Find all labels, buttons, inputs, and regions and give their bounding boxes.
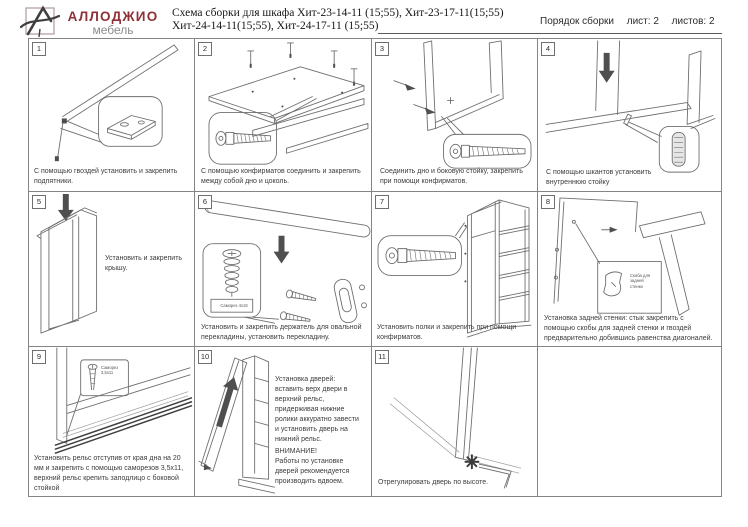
step-caption: Установить полки и закрепить при помощи конфирматов.	[377, 324, 517, 342]
confirmat-screw-icon	[450, 144, 525, 158]
door-edge	[455, 348, 477, 460]
bottom-panel	[436, 95, 504, 129]
step-caption: Установить и закрепить крышу.	[105, 255, 183, 272]
arrow-down-icon	[274, 236, 290, 264]
step-number: 3	[375, 42, 389, 56]
step-panel-1	[29, 39, 195, 192]
nail-icon	[55, 156, 59, 161]
step-number: 8	[541, 195, 555, 209]
part-label: Скоба для задней стенки	[630, 273, 651, 289]
step-panel-4	[538, 39, 721, 192]
step-number: 5	[32, 195, 46, 209]
step-caption: Установить и закрепить держатель для овальной перекладины, установить перекладину.	[201, 324, 362, 342]
part-label: Саморез 4х16	[220, 303, 248, 308]
header-divider	[378, 33, 722, 34]
step-number: 4	[541, 42, 555, 56]
hammer-icon	[639, 212, 705, 315]
step-number: 11	[375, 350, 389, 364]
arrow-right-icon	[204, 464, 212, 470]
bottom-panel	[546, 103, 691, 133]
step-caption: Соединить дно и боковую стойку, закрепить при помощи конфирматов.	[380, 168, 523, 186]
step-panel-6	[195, 192, 372, 347]
step-caption: Отрегулировать дверь по высоте.	[378, 479, 489, 487]
step-caption: Установить рельс отступив от края дна на 20 мм и закрепить с помощью саморезов 3,5х11, верхний рельс крепить заподлицо с боковой стойкой	[34, 455, 184, 493]
arrow-down-icon	[599, 53, 615, 83]
plinth-panel	[253, 99, 364, 137]
foot-plate-icon	[108, 115, 156, 139]
empty-panel	[538, 347, 721, 496]
step-warning-title: ВНИМАНИЕ!	[275, 448, 317, 455]
euro-screw-icon	[223, 250, 241, 297]
step-warning-text: Работы по установке дверей рекомендуется производить вдвоем.	[275, 458, 350, 485]
brand-logo-icon	[19, 5, 61, 39]
part-label: Саморез 3,5х11	[101, 365, 119, 376]
nail-icon	[62, 118, 67, 123]
side-panel	[687, 51, 715, 128]
step-caption: С помощью гвоздей установить и закрепить подпятники.	[34, 168, 178, 186]
back-wall-bracket-icon	[604, 272, 622, 296]
order-label: Порядок сборки	[540, 16, 614, 27]
step-number: 9	[32, 350, 46, 364]
screw-icon	[88, 364, 97, 389]
adjustment-screw-icon	[465, 455, 478, 468]
step-panel-9	[29, 347, 195, 496]
step-caption: С помощью шкантов установить внутреннюю стойку	[546, 169, 652, 187]
side-panel	[489, 41, 503, 99]
dowel-icon	[672, 132, 685, 166]
callout-bubble	[378, 236, 461, 276]
rail-holder-icon	[333, 278, 359, 324]
step-panel-11	[372, 347, 538, 496]
wardrobe-carcass	[464, 200, 531, 337]
confirmat-screw-icon	[386, 248, 456, 264]
sheet-title-line2: Хит-24-14-11(15;55), Хит-24-17-11 (15;55)	[172, 20, 379, 32]
step-caption: Установка дверей: вставить верх двери в верхний рельс, придерживая нижние ролики аккуратно завести и установить дверь на нижний рельс.	[275, 376, 359, 443]
sheet-title-line1: Схема сборки для шкафа Хит-23-14-11 (15;55), Хит-23-17-11(15;55)	[172, 7, 504, 19]
step-number: 10	[198, 350, 212, 364]
bottom-rail	[390, 398, 460, 458]
nail-icon	[248, 43, 357, 86]
screw-icon	[286, 289, 317, 303]
step-number: 1	[32, 42, 46, 56]
step-panel-3	[372, 39, 538, 192]
diagram-step-11	[372, 347, 537, 496]
step-caption: Установка задней стенки: стык закрепить с помощью скобы для задней стенки и гвоздей предварительно добившись равенства диагоналей.	[544, 315, 713, 343]
step-panel-8	[538, 192, 721, 347]
step-number: 2	[198, 42, 212, 56]
arrow-right-icon	[610, 227, 618, 233]
steps-grid	[28, 38, 722, 497]
side-panel	[57, 348, 67, 443]
side-panel	[424, 41, 436, 130]
brand-name: АЛЛОДЖИО	[67, 9, 159, 24]
step-panel-5	[29, 192, 195, 347]
arrow-down-icon	[58, 194, 74, 221]
wardrobe-carcass	[37, 208, 97, 333]
sheet-current: лист: 2	[626, 16, 659, 27]
screw-arrow-icon	[394, 81, 436, 115]
step-number: 7	[375, 195, 389, 209]
wardrobe-carcass	[239, 356, 275, 493]
oval-rail-icon	[204, 200, 371, 238]
step-number: 6	[198, 195, 212, 209]
assembly-order-info	[540, 16, 725, 27]
step-panel-10	[195, 347, 372, 496]
step-panel-7	[372, 192, 538, 347]
rail-icon	[55, 392, 192, 454]
plinth-panel	[286, 123, 367, 153]
back-panel	[554, 198, 637, 303]
sheet-total: листов: 2	[671, 16, 715, 27]
brand-subtitle: мебель	[92, 23, 134, 37]
step-caption: С помощью конфирматов соединить и закрепить между собой дно и цоколь.	[201, 168, 361, 186]
step-panel-2	[195, 39, 372, 192]
